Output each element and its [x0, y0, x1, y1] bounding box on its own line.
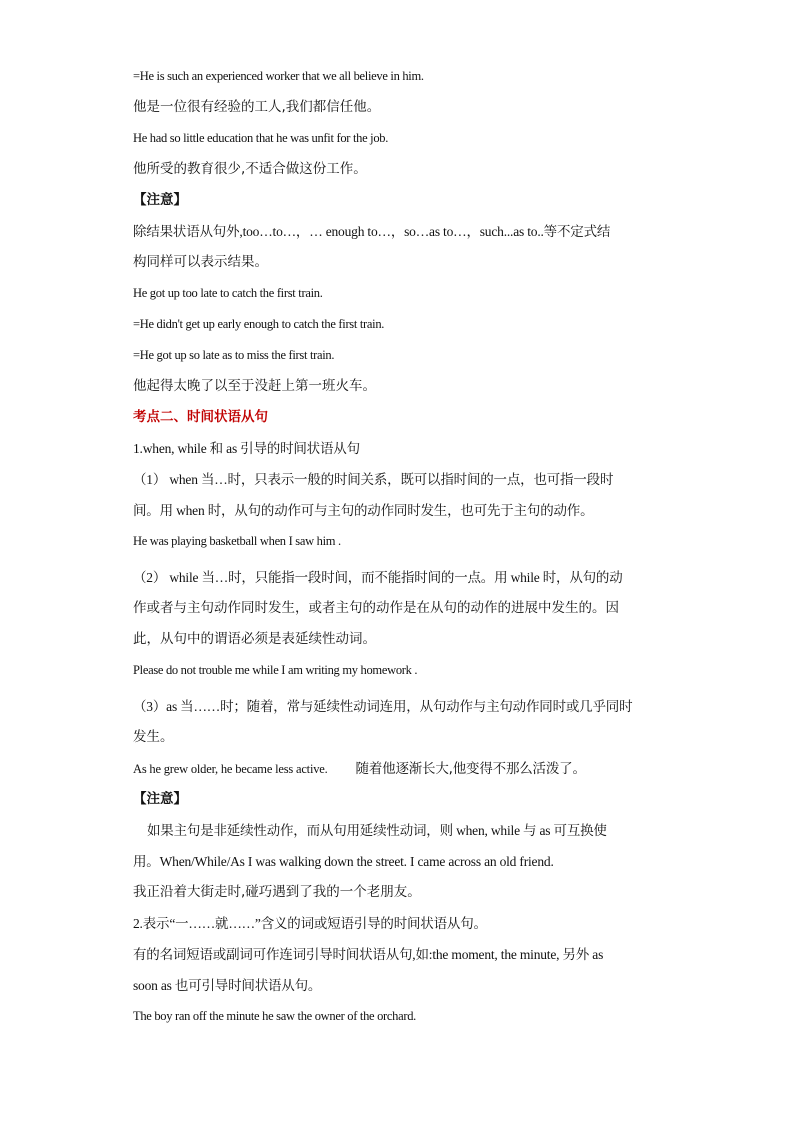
- note-label: 【注意】: [133, 791, 187, 807]
- text-line: 用。When/While/As I was walking down the street. I came across an old friend.: [133, 854, 554, 869]
- section-heading: 考点二、时间状语从句: [133, 409, 268, 425]
- text-line: He was playing basketball when I saw him .: [133, 534, 341, 548]
- text-line: （2） while 当…时，只能指一段时间，而不能指时间的一点。用 while 时，从句的动: [133, 570, 623, 585]
- english-sentence: As he grew older, he became less active.: [133, 762, 328, 776]
- text-line: 他是一位很有经验的工人,我们都信任他。: [133, 99, 381, 115]
- text-line: He got up too late to catch the first train.: [133, 286, 323, 300]
- text-line: Please do not trouble me while I am writing my homework .: [133, 663, 418, 677]
- chinese-translation: 随着他逐渐长大,他变得不那么活泼了。: [355, 761, 586, 777]
- text-line: soon as 也可引导时间状语从句。: [133, 978, 322, 993]
- text-line: （3）as 当……时；随着，常与延续性动词连用，从句动作与主句动作同时或几乎同时: [133, 699, 633, 714]
- text-line: （1） when 当…时，只表示一般的时间关系，既可以指时间的一点，也可指一段时: [133, 472, 614, 487]
- text-line: 发生。: [133, 729, 174, 745]
- text-line: =He didn't get up early enough to catch the first train.: [133, 317, 385, 331]
- text-line: 有的名词短语或副词可作连词引导时间状语从句,如:the moment, the minute, 另外 as: [133, 947, 604, 962]
- text-line: =He is such an experienced worker that we all believe in him.: [133, 69, 424, 83]
- text-line: 他起得太晚了以至于没赶上第一班火车。: [133, 378, 376, 394]
- text-line: 除结果状语从句外,too…to…，… enough to…，so…as to…，such...as to..等不定式结: [133, 224, 611, 239]
- text-line: [133, 753, 663, 784]
- text-line: 我正沿着大街走时,碰巧遇到了我的一个老朋友。: [133, 884, 421, 900]
- text-line: 间。用 when 时，从句的动作可与主句的动作同时发生，也可先于主句的动作。: [133, 503, 594, 518]
- text-line: 1.when, while 和 as 引导的时间状语从句: [133, 441, 360, 456]
- text-line: 作或者与主句动作同时发生，或者主句的动作是在从句的动作的进展中发生的。因: [133, 600, 619, 616]
- document-page: [133, 61, 663, 1032]
- text-line: 他所受的教育很少,不适合做这份工作。: [133, 161, 367, 177]
- text-line: 2.表示“一……就……”含义的词或短语引导的时间状语从句。: [133, 916, 487, 931]
- text-line: 此，从句中的谓语必须是表延续性动词。: [133, 631, 376, 647]
- text-line: =He got up so late as to miss the first train.: [133, 348, 335, 362]
- text-line: The boy ran off the minute he saw the owner of the orchard.: [133, 1009, 417, 1023]
- text-line: He had so little education that he was unfit for the job.: [133, 131, 389, 145]
- text-line: 构同样可以表示结果。: [133, 254, 268, 270]
- note-label: 【注意】: [133, 192, 187, 208]
- text-line: 如果主句是非延续性动作，而从句用延续性动词，则 when, while 与 as 可互换使: [147, 823, 607, 838]
